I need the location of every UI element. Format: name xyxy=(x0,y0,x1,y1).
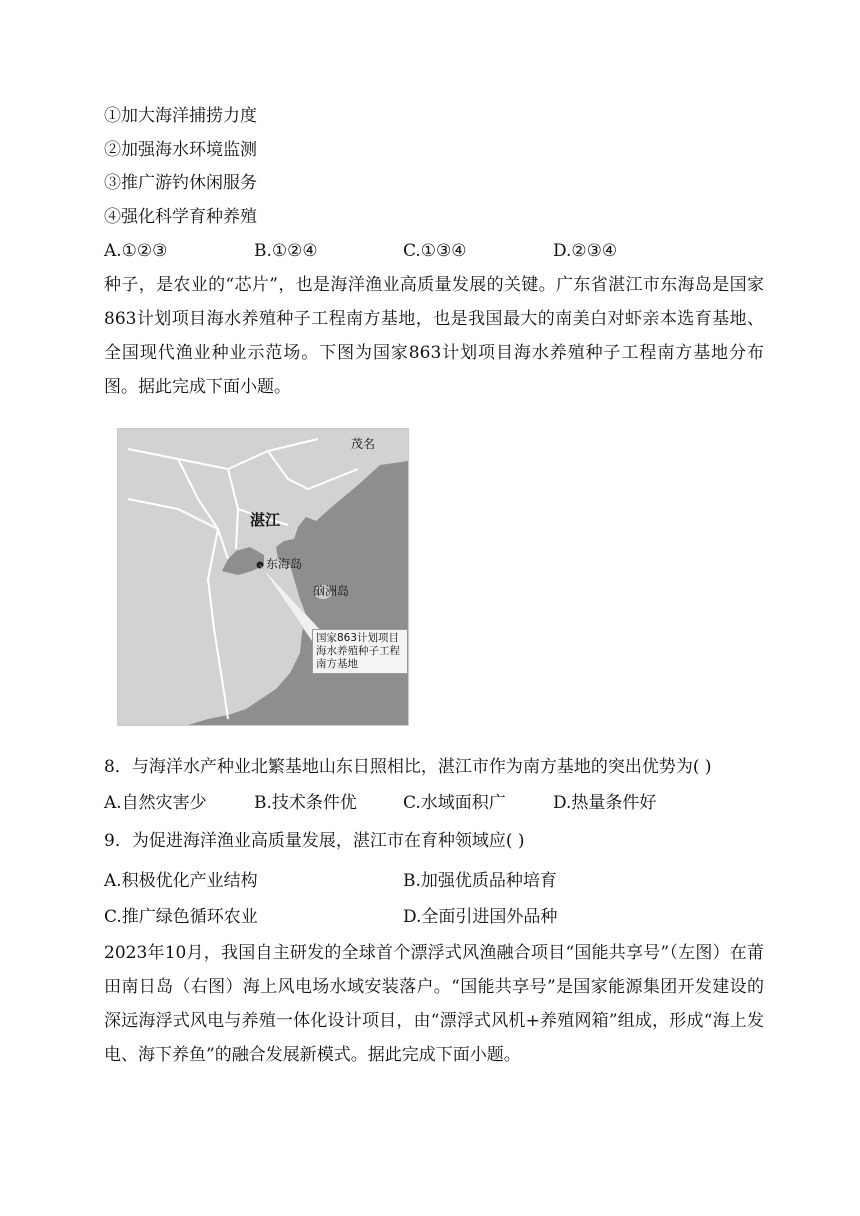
prev-option-3: ③推广游钓休闲服务 xyxy=(104,173,257,193)
prev-choice-b: B.①②④ xyxy=(254,241,318,261)
prev-option-4: ④强化科学育种养殖 xyxy=(104,207,257,227)
prev-option-2: ②加强海水环境监测 xyxy=(104,140,257,160)
q9-choice-b: B.加强优质品种培育 xyxy=(403,871,557,891)
q9-choice-a: A.积极优化产业结构 xyxy=(104,871,258,891)
map-label-donghaidao: 东海岛 xyxy=(266,557,303,571)
map-drawing xyxy=(118,429,408,725)
map-label-naozhoudao: 硇洲岛 xyxy=(313,584,350,598)
passage-seed-industry: 种子，是农业的“芯片”，也是海洋渔业高质量发展的关键。广东省湛江市东海岛是国家863计划项目海水养殖种子工程南方基地，也是我国最大的南美白对虾亲本选育基地、全国现代渔业种业示范场。下图为国家863计划项目海水养殖种子工程南方基地分布图。据此完成下面小题。 xyxy=(104,275,764,397)
q9-stem: 9．为促进海洋渔业高质量发展，湛江市在育种领域应( ) xyxy=(104,831,525,851)
base-distribution-map xyxy=(117,428,409,726)
prev-choice-d: D.②③④ xyxy=(553,241,618,261)
prev-choice-a: A.①②③ xyxy=(104,241,168,261)
q8-choice-c: C.水域面积广 xyxy=(403,793,506,813)
map-label-zhanjiang: 湛江 xyxy=(250,511,281,529)
q8-stem: 8．与海洋水产种业北繁基地山东日照相比，湛江市作为南方基地的突出优势为( ) xyxy=(104,757,712,777)
passage-wind-fishery: 2023年10月，我国自主研发的全球首个漂浮式风渔融合项目“国能共享号”（左图）在莆田南日岛（右图）海上风电场水域安装落户。“国能共享号”是国家能源集团开发建设的深远海浮式风电与养殖一体化设计项目，由“漂浮式风机+养殖网箱”组成，形成“海上发电、海下养鱼”的融合发展新模式。据此完成下面小题。 xyxy=(104,943,764,1065)
q8-choice-b: B.技术条件优 xyxy=(254,793,357,813)
q8-choice-a: A.自然灾害少 xyxy=(104,793,207,813)
q8-choice-d: D.热量条件好 xyxy=(553,793,657,813)
map-label-maoming: 茂名 xyxy=(351,437,376,451)
prev-option-1: ①加大海洋捕捞力度 xyxy=(104,106,257,126)
map-label-base: 国家863计划项目海水养殖种子工程南方基地 xyxy=(312,629,408,674)
q9-choice-d: D.全面引进国外品种 xyxy=(403,907,558,927)
q9-choice-c: C.推广绿色循环农业 xyxy=(104,907,258,927)
prev-choice-c: C.①③④ xyxy=(403,241,467,261)
